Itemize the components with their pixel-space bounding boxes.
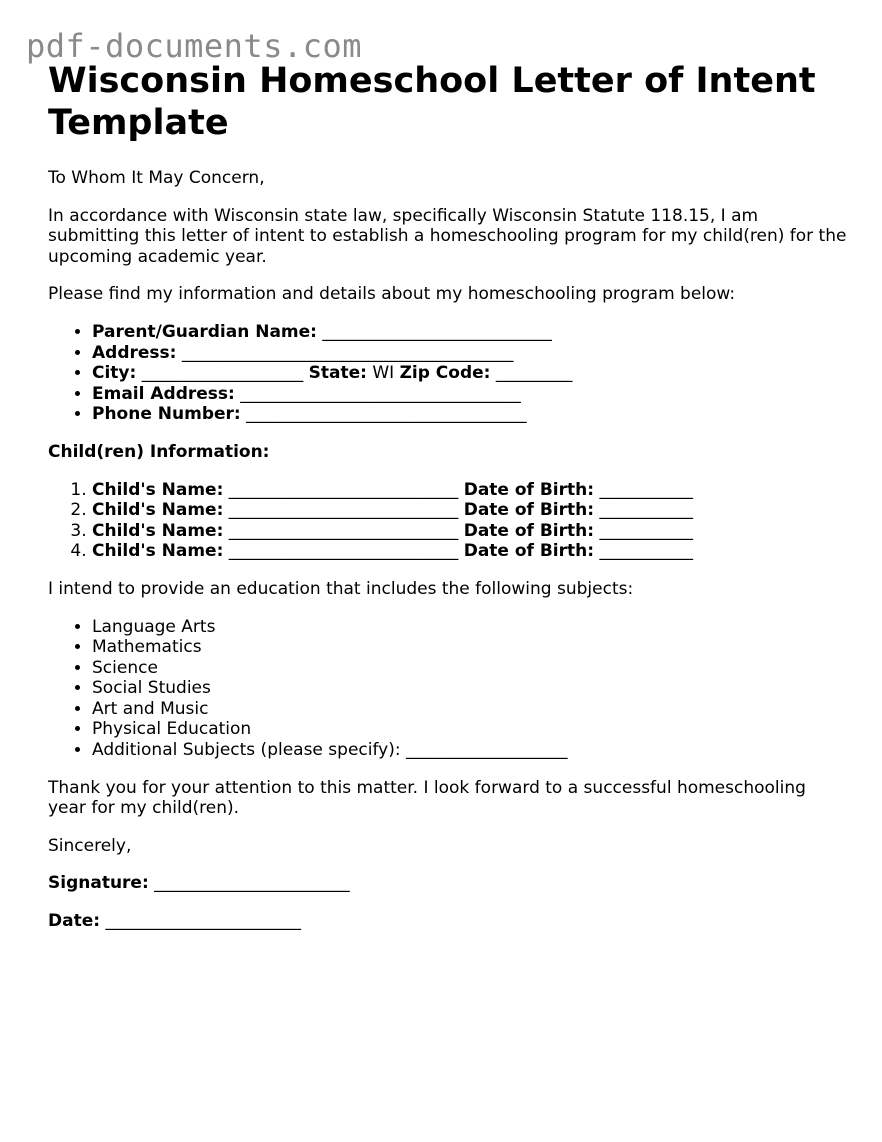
child-entry [92, 521, 848, 542]
subjects-intro: I intend to provide an education that includes the following subjects: [48, 578, 634, 599]
date-line [48, 911, 848, 932]
child-dob-label: Date of Birth: [463, 520, 595, 541]
phone-field [92, 404, 848, 425]
email-label: Email Address: [92, 383, 235, 404]
child-dob-label: Date of Birth: [463, 541, 595, 562]
phone-label: Phone Number: [92, 404, 241, 425]
parent-name-blank[interactable]: ___________________________ [322, 321, 552, 342]
child-name-blank[interactable]: ___________________________ [228, 541, 459, 562]
child-name-label: Child's Name: [92, 520, 224, 541]
address-field [92, 343, 848, 364]
state-value: WI [372, 363, 395, 384]
address-blank[interactable]: _______________________________________ [181, 342, 514, 363]
closing-paragraph: Thank you for your attention to this matter. I look forward to a successful homeschooling year for my child(ren). [48, 777, 806, 819]
child-dob-blank[interactable]: ___________ [599, 520, 693, 541]
child-entry [92, 541, 848, 562]
child-entry [92, 480, 848, 501]
subject-item: • Physical Education [92, 719, 848, 740]
document-title: Wisconsin Homeschool Letter of Intent Template [48, 61, 816, 143]
child-name-blank[interactable]: ___________________________ [228, 520, 459, 541]
parent-info-list [48, 322, 848, 425]
child-name-label: Child's Name: [92, 479, 224, 500]
info-intro: Please find my information and details about my homeschooling program below: [48, 284, 736, 305]
child-dob-label: Date of Birth: [463, 479, 595, 500]
child-name-label: Child's Name: [92, 500, 224, 521]
email-blank[interactable]: _________________________________ [240, 383, 521, 404]
children-heading-text: Child(ren) Information: [48, 441, 270, 462]
subject-item: • Social Studies [92, 678, 848, 699]
child-dob-blank[interactable]: ___________ [599, 479, 693, 500]
subject-item-additional[interactable]: • Additional Subjects (please specify): ___________________ [92, 740, 848, 761]
child-dob-label: Date of Birth: [463, 500, 595, 521]
signature-blank[interactable]: _______________________ [154, 873, 350, 894]
phone-blank[interactable]: _________________________________ [246, 404, 527, 425]
children-heading [48, 442, 848, 463]
date-blank[interactable]: _______________________ [105, 911, 301, 932]
signature-label: Signature: [48, 873, 149, 894]
parent-name-label: Parent/Guardian Name: [92, 321, 317, 342]
child-entry [92, 500, 848, 521]
signature-line [48, 873, 848, 894]
zip-label: Zip Code: [399, 363, 491, 384]
salutation: To Whom It May Concern, [48, 168, 265, 188]
watermark: pdf-documents.com [26, 27, 363, 65]
city-blank[interactable]: ___________________ [141, 363, 304, 384]
child-dob-blank[interactable]: ___________ [599, 500, 693, 521]
date-label: Date: [48, 911, 101, 932]
children-list [48, 480, 848, 562]
state-label: State: [308, 363, 367, 384]
child-name-blank[interactable]: ___________________________ [228, 479, 459, 500]
zip-blank[interactable]: _________ [495, 363, 573, 384]
child-name-blank[interactable]: ___________________________ [228, 500, 459, 521]
subject-item: • Language Arts [92, 617, 848, 638]
intro-paragraph: In accordance with Wisconsin state law, specifically Wisconsin Statute 118.15, I am submitting this letter of intent to establish a homeschooling program for my child(ren) for the upcoming academic year. [48, 205, 847, 267]
document-page [48, 60, 848, 949]
subject-item: • Science [92, 658, 848, 679]
subjects-list [48, 617, 848, 761]
child-name-label: Child's Name: [92, 541, 224, 562]
subject-item: • Mathematics [92, 637, 848, 658]
address-label: Address: [92, 342, 177, 363]
city-state-zip-field [92, 363, 848, 384]
child-dob-blank[interactable]: ___________ [599, 541, 693, 562]
email-field [92, 384, 848, 405]
subject-item: • Art and Music [92, 699, 848, 720]
city-label: City: [92, 363, 137, 384]
parent-name-field [92, 322, 848, 343]
sign-off: Sincerely, [48, 835, 132, 856]
